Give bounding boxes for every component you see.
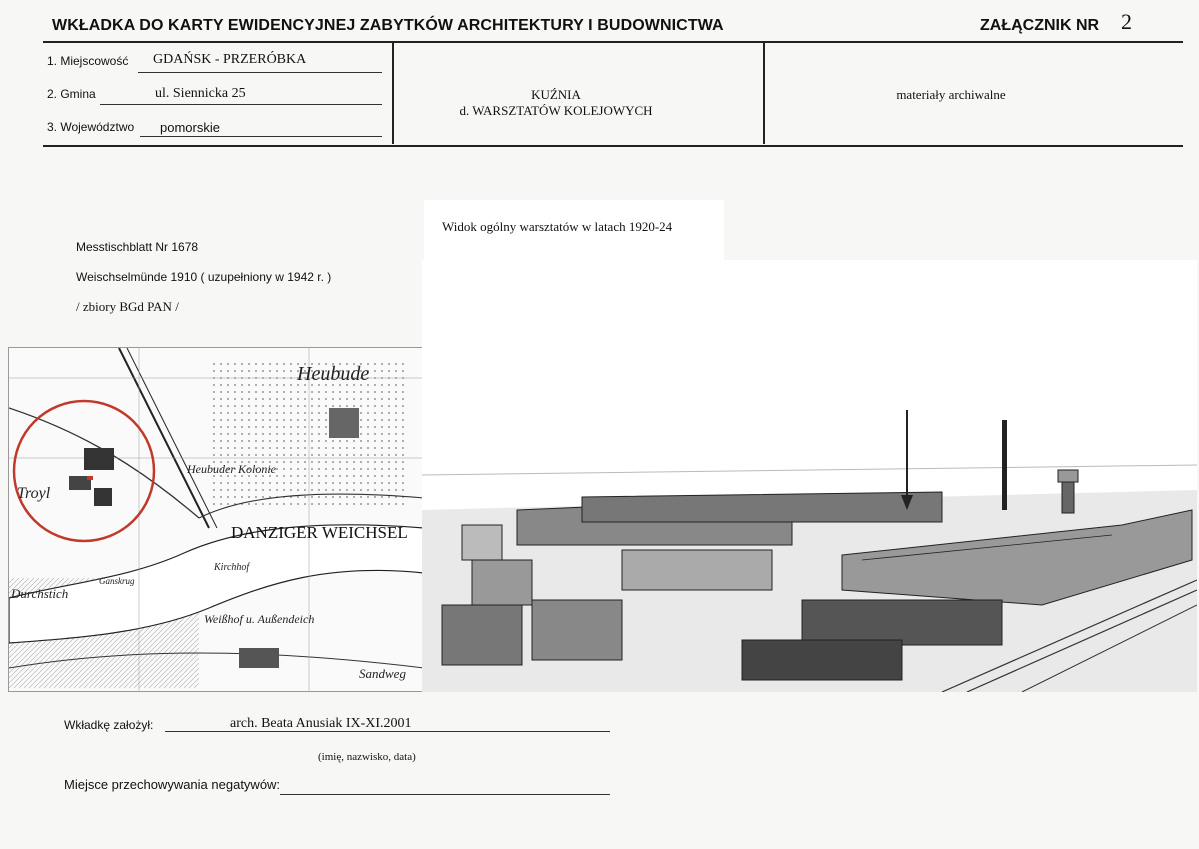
map-sheet-label: Messtischblatt Nr 1678 bbox=[76, 240, 199, 254]
chimney bbox=[1002, 420, 1007, 510]
map-label-weichsel: DANZIGER WEICHSEL bbox=[231, 523, 408, 542]
map-label-weisshof: Weißhof u. Außendeich bbox=[204, 612, 315, 626]
map-collection-label: / zbiory BGd PAN / bbox=[76, 299, 179, 314]
locality-underline bbox=[138, 72, 382, 73]
object-former-use: d. WARSZTATÓW KOLEJOWYCH bbox=[459, 103, 653, 118]
historical-photo bbox=[422, 260, 1197, 692]
voivodeship-underline bbox=[140, 136, 382, 137]
map-label-kirchhof: Kirchhof bbox=[214, 562, 250, 573]
location-marker bbox=[87, 476, 93, 480]
negatives-underline bbox=[280, 794, 610, 795]
created-by-hint: (imię, nazwisko, data) bbox=[318, 751, 416, 763]
created-by-underline bbox=[165, 731, 610, 732]
locality-label: 1. Miejscowość bbox=[47, 54, 129, 68]
photo-caption-box bbox=[424, 200, 724, 260]
created-by-value: arch. Beata Anusiak IX-XI.2001 bbox=[230, 716, 412, 731]
commune-value: ul. Siennicka 25 bbox=[155, 86, 246, 101]
marker-pole bbox=[906, 410, 908, 505]
voivodeship-label: 3. Województwo bbox=[47, 120, 135, 134]
map-label-sandweg: Sandweg bbox=[359, 666, 406, 681]
commune-underline bbox=[100, 104, 382, 105]
map-label-troyl: Troyl bbox=[17, 485, 51, 502]
annex-label: ZAŁĄCZNIK NR bbox=[980, 17, 1100, 34]
source-note: materiały archiwalne bbox=[896, 87, 1006, 102]
grid-divider-2 bbox=[763, 42, 765, 144]
negatives-label: Miejsce przechowywania negatywów: bbox=[64, 777, 281, 792]
created-by-label: Wkładkę założył: bbox=[64, 718, 154, 732]
grid-bottom-rule bbox=[43, 145, 1183, 147]
map-label-kolonie: Heubuder Kolonie bbox=[187, 462, 276, 476]
photo-caption: Widok ogólny warsztatów w latach 1920-24 bbox=[442, 219, 673, 234]
document-title: WKŁADKA DO KARTY EWIDENCYJNEJ ZABYTKÓW ARCHITEKTURY I BUDOWNICTWA bbox=[52, 17, 724, 34]
annex-number: 2 bbox=[1121, 9, 1132, 34]
map-edition-label: Weischselmünde 1910 ( uzupełniony w 1942 r. ) bbox=[76, 270, 332, 284]
locality-value: GDAŃSK - PRZERÓBKA bbox=[153, 52, 307, 67]
object-name: KUŹNIA bbox=[531, 87, 581, 102]
map-label-durchstich: Durchstich bbox=[11, 586, 69, 601]
historical-map bbox=[8, 347, 425, 692]
header-rule bbox=[43, 41, 1183, 43]
voivodeship-value: pomorskie bbox=[160, 120, 220, 135]
commune-label: 2. Gmina bbox=[47, 87, 96, 101]
map-label-ganskrug: Ganskrug bbox=[99, 576, 135, 586]
map-label-heubude: Heubude bbox=[297, 363, 370, 385]
